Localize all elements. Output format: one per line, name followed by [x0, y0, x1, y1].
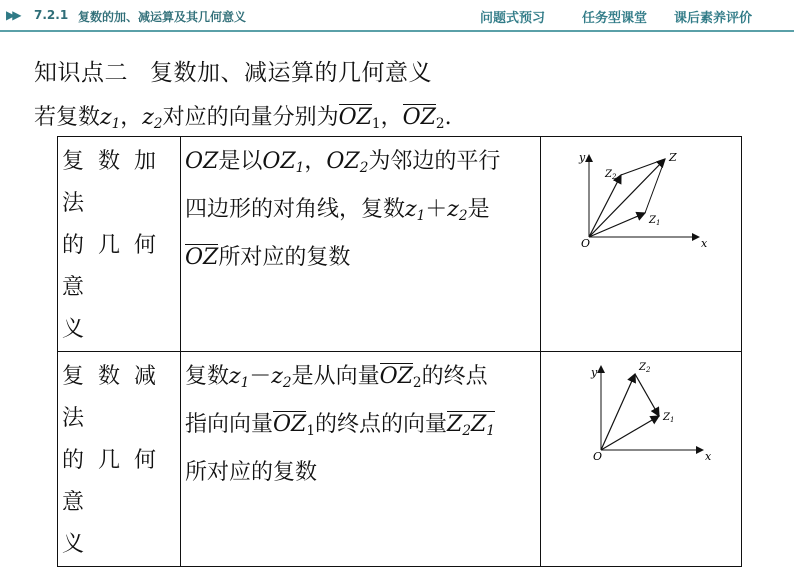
text-fragment: 所对应的复数	[218, 245, 351, 271]
text-fragment: 指向向量	[185, 412, 274, 438]
text-fragment: 是以	[218, 149, 263, 174]
edge-z2-z	[621, 159, 665, 175]
text-fragment: 的终点	[421, 364, 488, 389]
knowledge-heading	[34, 54, 432, 87]
text-fragment: 复数	[185, 364, 230, 389]
geometry-table	[57, 136, 742, 567]
vector-oz1-arrow	[589, 213, 645, 237]
vector-oz2: OZ	[402, 105, 436, 130]
point-z1-label: $Z_1$	[649, 215, 661, 227]
label-line: 义	[62, 317, 99, 342]
vector-oz2: OZ	[379, 364, 413, 389]
intro-mid: 对应的向量分别为	[162, 105, 339, 130]
top-bar	[0, 0, 794, 30]
vector-oz1: OZ	[273, 412, 307, 438]
label-line: 的几何意	[62, 233, 171, 300]
parallelogram-diagram	[541, 137, 741, 267]
double-arrow-icon: ▶▶	[6, 8, 19, 22]
x-label: x	[701, 237, 708, 250]
addition-description	[181, 137, 541, 352]
desc-line	[185, 452, 540, 494]
vector-oz2-arrow	[589, 175, 621, 237]
intro-sep: ，	[120, 105, 143, 130]
x-label: x	[705, 450, 712, 463]
nav-classroom[interactable]: 任务型课堂	[582, 11, 648, 26]
table-row-subtraction	[58, 352, 742, 567]
text-fragment: 四边形的对角线，复数	[185, 197, 406, 223]
intro-end: .	[444, 105, 452, 130]
heading-title: 复数加、减运算的几何意义	[150, 60, 432, 86]
nav-evaluation[interactable]: 课后素养评价	[674, 11, 753, 26]
label-line: 义	[62, 532, 99, 557]
heading-part: 知识点二	[34, 60, 128, 86]
vector-oz1: OZ	[338, 105, 372, 130]
subtraction-figure	[541, 352, 742, 567]
intro-prefix: 若复数	[34, 105, 101, 130]
point-z-label: Z	[669, 151, 677, 164]
desc-line: 四边形的对角线，复数$z_1+z_2$是	[185, 197, 490, 225]
nav-preview[interactable]: 问题式预习	[480, 11, 546, 26]
vector-z2z1: $Z_2Z_1$	[447, 412, 495, 440]
y-label: y	[579, 151, 586, 164]
vector-z2z1-arrow	[635, 374, 659, 416]
header-divider	[0, 30, 794, 32]
edge-z1-z	[645, 159, 665, 213]
point-z1-label: $Z_1$	[663, 412, 675, 424]
math-z2: $z_2$	[142, 105, 163, 133]
subtraction-label	[58, 352, 181, 567]
math-z1: $z_1$	[100, 105, 121, 133]
desc-line	[185, 237, 540, 279]
desc-line: OZ是以$OZ_1$，$OZ_2$为邻边的平行	[185, 149, 501, 177]
text-fragment: 是从向量	[291, 364, 380, 389]
origin-label: O	[593, 450, 603, 463]
origin-label: O	[581, 237, 591, 250]
addition-figure	[541, 137, 742, 352]
intro-sentence: 若复数$z_1$，$z_2$对应的向量分别为$OZ_1$，$OZ_2$.	[34, 105, 452, 133]
text-fragment: 为邻边的平行	[368, 149, 501, 174]
desc-line: 指向向量$OZ_1$的终点的向量$Z_2Z_1$	[185, 412, 495, 440]
section-title: 复数的加、减运算及其几何意义	[78, 10, 247, 24]
table-row-addition	[58, 137, 742, 352]
subtraction-description	[181, 352, 541, 567]
vector-oz: OZ	[185, 245, 219, 271]
intro-sep-2: ，	[380, 105, 403, 130]
addition-label	[58, 137, 181, 352]
point-z2-label: $Z_2$	[605, 169, 617, 181]
triangle-diagram	[541, 352, 741, 488]
text-fragment: 的终点的向量	[315, 412, 448, 438]
text-fragment: 所对应的复数	[185, 460, 318, 486]
y-label: y	[591, 366, 598, 379]
vector-oz1-arrow	[601, 416, 659, 450]
label-line: 复数减法	[62, 364, 171, 431]
desc-line: 复数$z_1-z_2$是从向量$OZ_2$的终点	[185, 364, 488, 392]
label-line: 复数加法	[62, 149, 171, 216]
vector-oz2-arrow	[601, 374, 635, 450]
section-number: 7.2.1	[34, 8, 69, 22]
point-z2-label: $Z_2$	[639, 362, 651, 374]
label-line: 的几何意	[62, 448, 171, 515]
